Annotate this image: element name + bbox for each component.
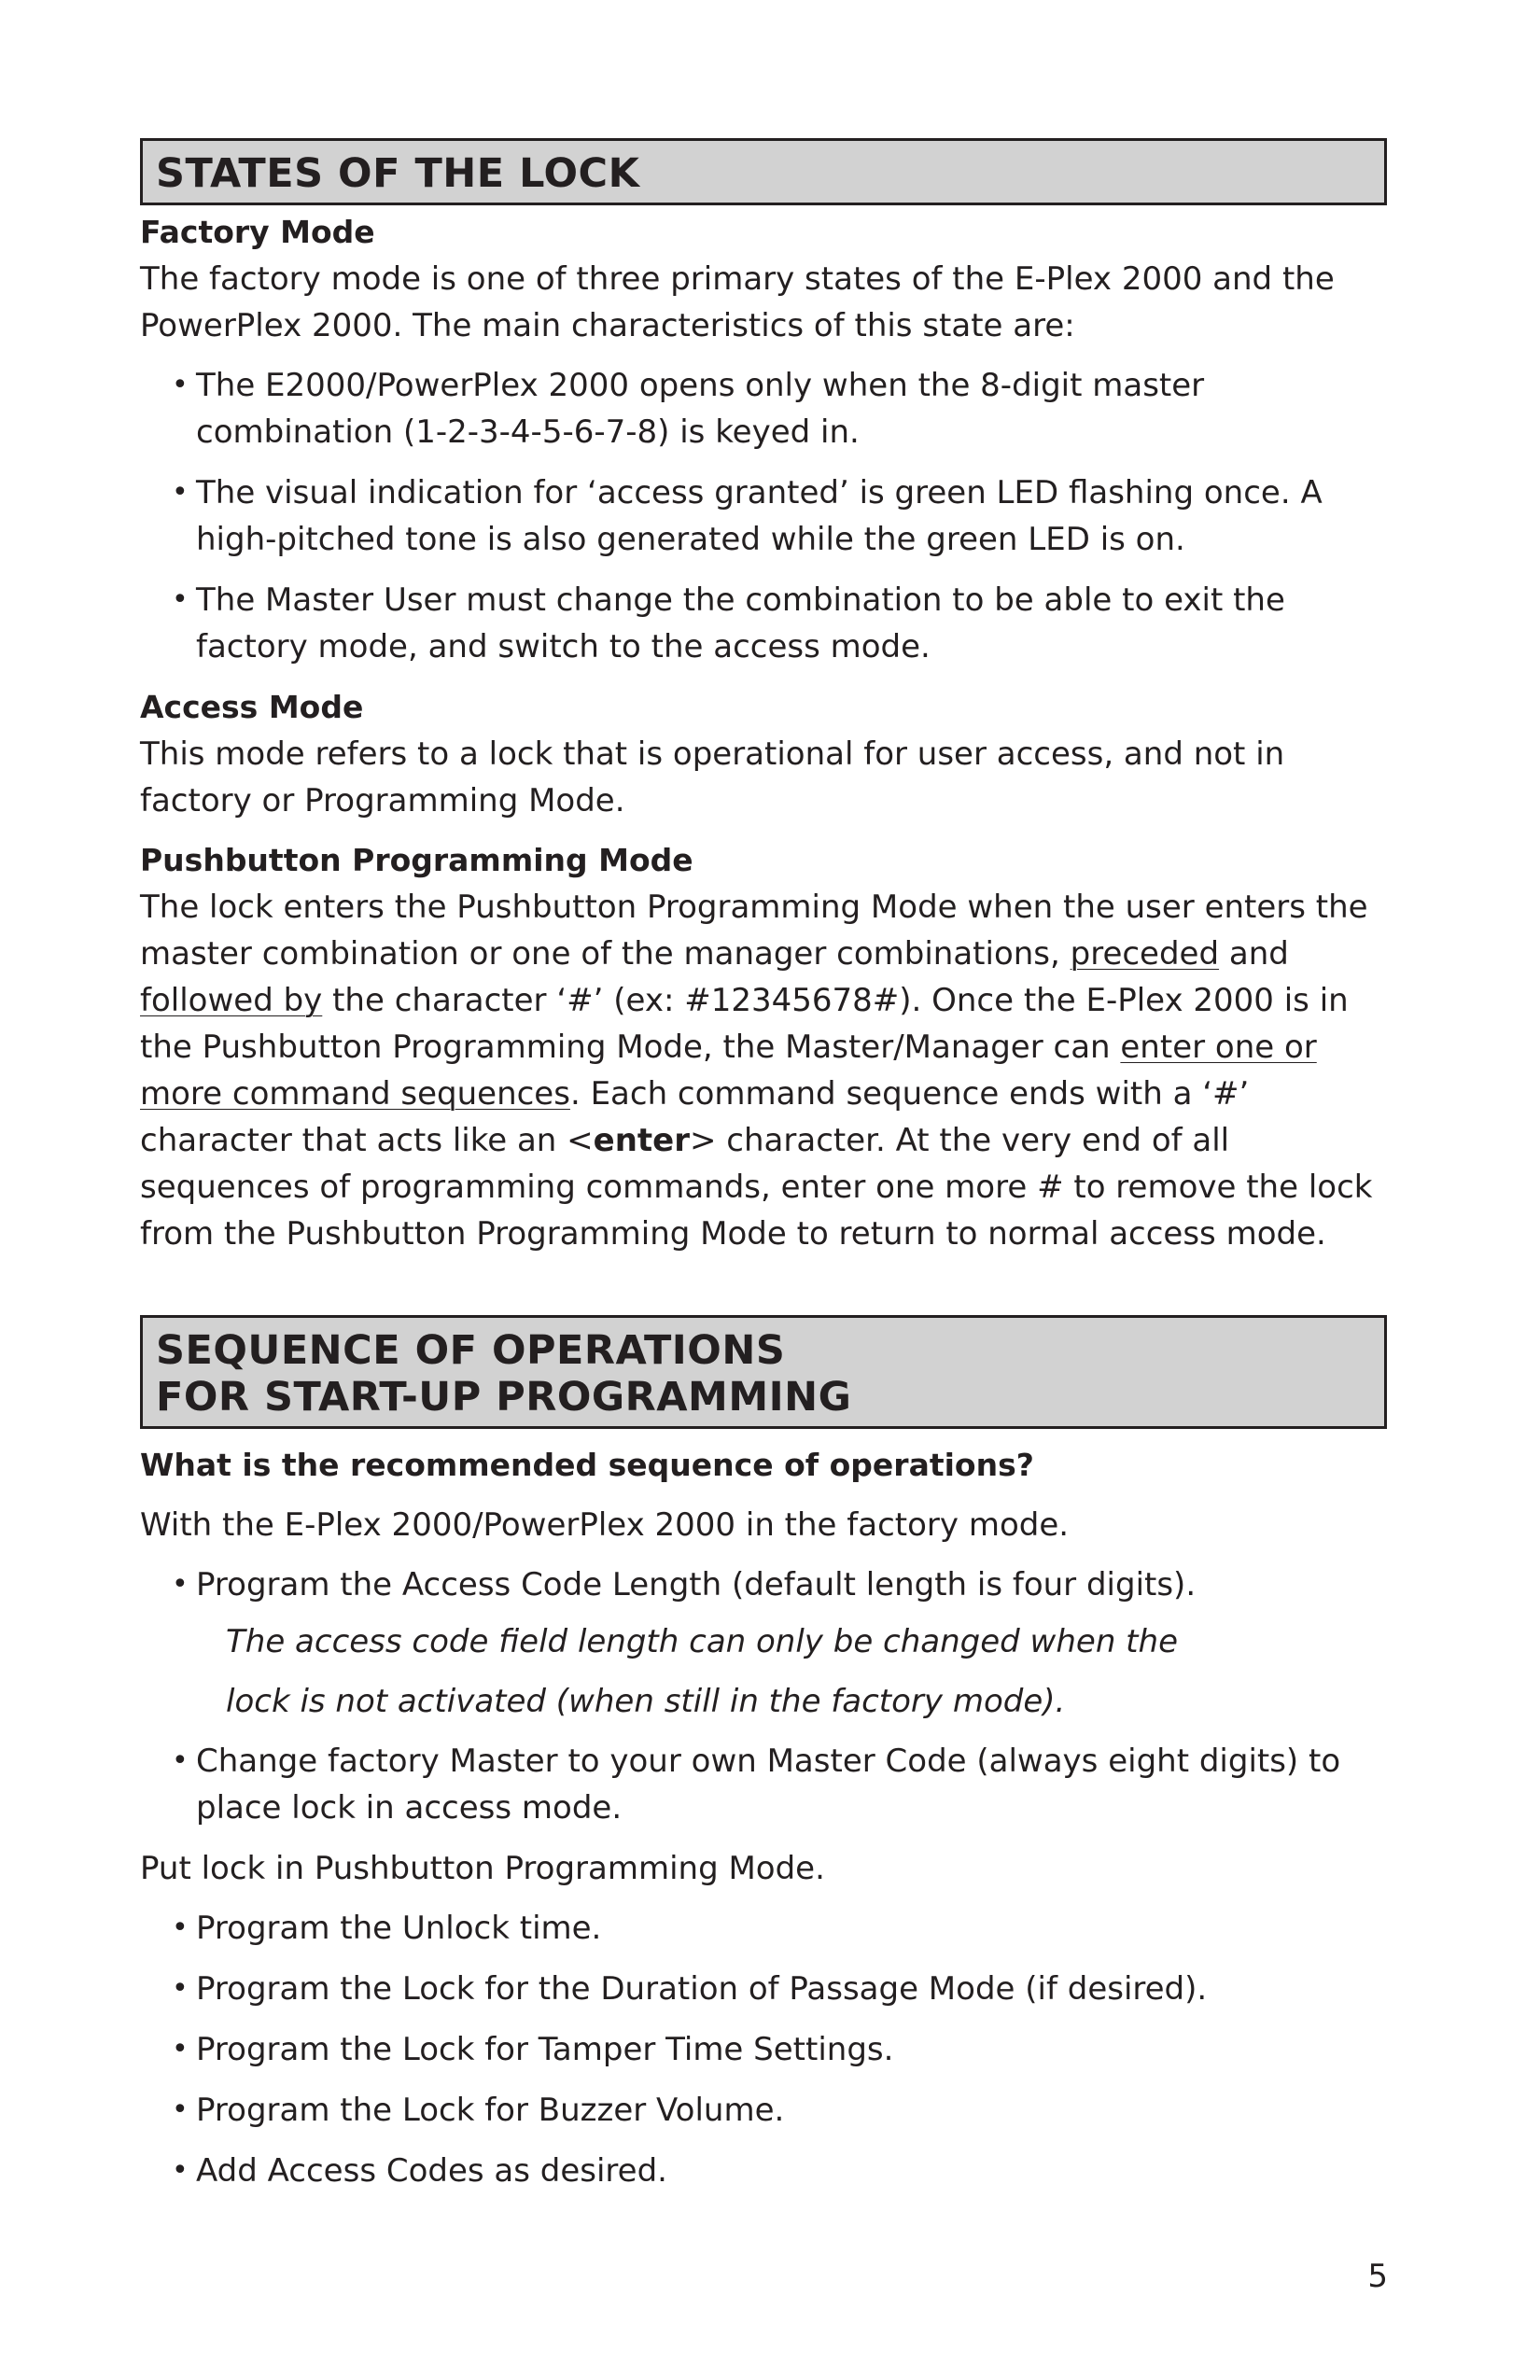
factory-steps-list-continued xyxy=(140,1738,1387,1831)
list-item: • Program the Unlock time. xyxy=(140,1905,1387,1952)
list-item: • Add Access Codes as desired. xyxy=(140,2148,1387,2194)
page-number: 5 xyxy=(1367,2258,1388,2295)
section-title: STATES OF THE LOCK xyxy=(156,150,640,197)
programming-mode-statement: Put lock in Pushbutton Programming Mode. xyxy=(140,1850,825,1887)
heading-access-mode: Access Mode xyxy=(140,689,364,725)
underlined-term-followed-by: followed by xyxy=(140,982,323,1019)
text-run: character. At the very end of all sequences of programming commands, enter one more # to remove the lock from the Pushbutton Programming Mode to return to normal access mode. xyxy=(140,1122,1373,1253)
text-run: . Each command sequence ends with a ‘#’ character that acts like an xyxy=(140,1075,1250,1159)
angle-close: > xyxy=(690,1122,717,1159)
note-line: lock is not activated (when still in the factory mode). xyxy=(226,1683,1066,1720)
heading-factory-mode: Factory Mode xyxy=(140,214,375,250)
section-header-states-of-the-lock xyxy=(140,138,1387,205)
page-content xyxy=(140,138,1387,2208)
enter-key-label: enter xyxy=(593,1122,690,1159)
section-title-line2: FOR START-UP PROGRAMMING xyxy=(156,1374,852,1421)
heading-pushbutton-programming-mode: Pushbutton Programming Mode xyxy=(140,842,693,878)
list-item: • Change factory Master to your own Master Code (always eight digits) to place lock in access mode. xyxy=(140,1738,1387,1831)
factory-mode-intro: The factory mode is one of three primary states of the E-Plex 2000 and the PowerPlex 2000. The main characteristics of this state are: xyxy=(140,260,1335,344)
access-mode-text: This mode refers to a lock that is operational for user access, and not in factory or Programming Mode. xyxy=(140,735,1285,819)
programming-steps-list xyxy=(140,1905,1387,2194)
list-item: • Program the Lock for the Duration of Passage Mode (if desired). xyxy=(140,1966,1387,2012)
list-item: • The Master User must change the combination to be able to exit the factory mode, and switch to the access mode. xyxy=(140,577,1387,670)
text-run: the character ‘#’ (ex: #12345678#). Once the E-Plex 2000 is in the Pushbutton Programming Mode, the Master/Manager can xyxy=(140,982,1349,1066)
underlined-term-command-sequences: enter one or more command sequences xyxy=(140,1029,1317,1113)
list-item: • The visual indication for ‘access granted’ is green LED flashing once. A high-pitched tone is also generated while the green LED is on. xyxy=(140,469,1387,563)
note-line: The access code field length can only be changed when the xyxy=(226,1623,1178,1660)
section-title-line1: SEQUENCE OF OPERATIONS xyxy=(156,1327,786,1374)
pushbutton-mode-text xyxy=(140,884,1387,1257)
text-run: and xyxy=(1219,935,1289,973)
text-run: The lock enters the Pushbutton Programming Mode when the user enters the master combination or one of the manager combinations, xyxy=(140,889,1368,973)
underlined-term-preceded: preceded xyxy=(1070,935,1220,973)
factory-mode-statement: With the E-Plex 2000/PowerPlex 2000 in the factory mode. xyxy=(140,1506,1070,1544)
angle-open: < xyxy=(567,1122,594,1159)
list-item: • Program the Lock for Buzzer Volume. xyxy=(140,2087,1387,2134)
section-header-sequence-of-operations xyxy=(140,1315,1387,1429)
question-heading: What is the recommended sequence of operations? xyxy=(140,1447,1034,1483)
list-item: • Program the Lock for Tamper Time Settings. xyxy=(140,2026,1387,2073)
list-item: • Program the Access Code Length (default length is four digits). xyxy=(140,1561,1387,1608)
factory-steps-list xyxy=(140,1561,1387,1608)
factory-mode-list xyxy=(140,362,1387,670)
list-item: • The E2000/PowerPlex 2000 opens only when the 8-digit master combination (1-2-3-4-5-6-7-8) is keyed in. xyxy=(140,362,1387,455)
